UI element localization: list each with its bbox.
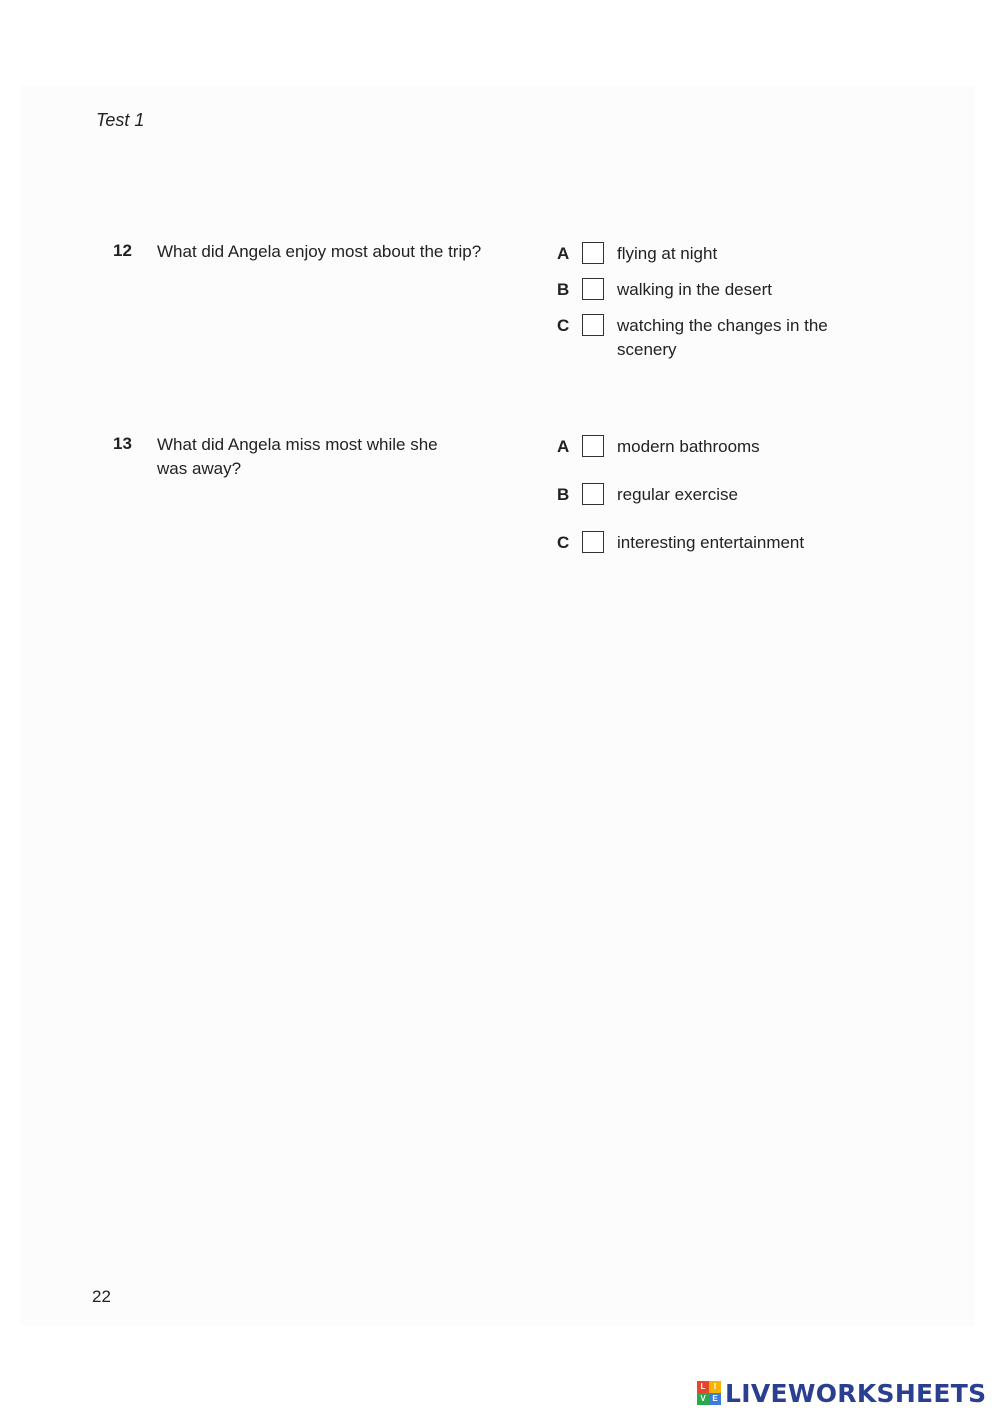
answer-checkbox[interactable]	[582, 242, 604, 264]
answer-checkbox[interactable]	[582, 435, 604, 457]
liveworksheets-logo	[697, 1378, 986, 1408]
option-text: watching the changes in the scenery	[617, 316, 828, 359]
liveworksheets-logo-icon	[697, 1381, 721, 1405]
answer-checkbox[interactable]	[582, 483, 604, 505]
option-letter: C	[557, 316, 570, 335]
option-letter: B	[557, 485, 570, 504]
answer-checkbox[interactable]	[582, 531, 604, 553]
answer-checkbox[interactable]	[582, 278, 604, 300]
logo-icon-tile: L	[697, 1381, 709, 1393]
logo-text: LIVEWORKSHEETS	[725, 1378, 987, 1408]
option-letter: A	[557, 244, 570, 263]
page-number: 22	[92, 1287, 111, 1306]
question-12-text: What did Angela enjoy most about the trip?	[157, 242, 482, 261]
option-text: regular exercise	[617, 485, 738, 504]
logo-icon-tile: V	[697, 1393, 709, 1405]
option-letter: B	[557, 280, 570, 299]
option-letter: C	[557, 533, 570, 552]
question-13-number: 13	[113, 434, 132, 453]
test-header: Test 1	[96, 110, 145, 130]
option-text: walking in the desert	[617, 280, 772, 299]
question-13-text: What did Angela miss most while she was away?	[157, 435, 438, 478]
question-12-number: 12	[113, 241, 132, 260]
worksheet-page	[20, 86, 975, 1326]
option-text: modern bathrooms	[617, 437, 760, 456]
answer-checkbox[interactable]	[582, 314, 604, 336]
logo-icon-tile: I	[709, 1381, 721, 1393]
option-text: flying at night	[617, 244, 718, 263]
option-letter: A	[557, 437, 570, 456]
option-text: interesting entertainment	[617, 533, 805, 552]
logo-icon-tile: E	[709, 1393, 721, 1405]
